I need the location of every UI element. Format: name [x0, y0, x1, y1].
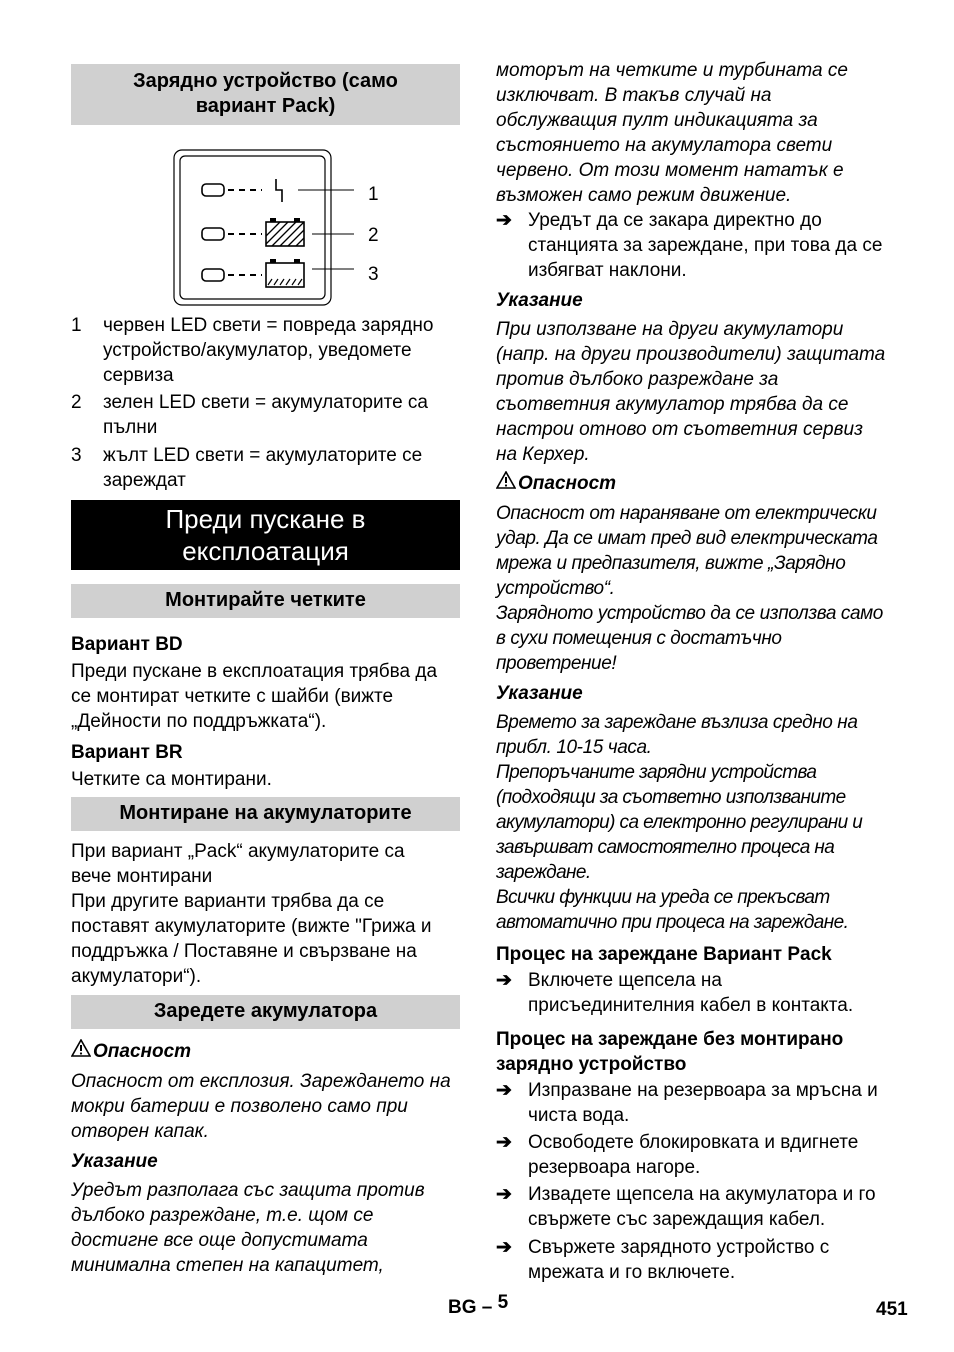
variant-bd-text: Преди пускане в експлоатация трябва да се монтират четките с шайби (вижте „Дейности по поддръжката“).	[71, 661, 438, 732]
main-section-title: Преди пускане в експлоатация	[165, 504, 366, 566]
page-footer-section	[448, 1292, 509, 1320]
callout-3: 3	[368, 264, 379, 285]
green-led-icon	[202, 228, 224, 240]
arrow-right-icon: ➔	[496, 1132, 512, 1153]
footer-dash: –	[481, 1297, 493, 1318]
note-label: Указание	[71, 1151, 158, 1172]
note2-recommended: Препоръчаните зарядни устройства (подходящи за съответно използваните акумулатори) са електронно регулирани и завършват самостоятелно процеса на зареждане.	[496, 762, 863, 883]
arrow-right-icon: ➔	[496, 210, 512, 231]
pack-charging-title: Процес на зареждане Вариант Pack	[496, 944, 832, 965]
callout-2: 2	[368, 225, 379, 246]
note-text: Уредът разполага със защита против дълбоко разреждане, т.е. щом се достигне все още допустимата минимална степен на капацитет,	[71, 1180, 425, 1276]
note1-label: Указание	[496, 290, 583, 311]
danger2-label: Опасност	[518, 473, 617, 494]
note2-label: Указание	[496, 683, 583, 704]
charge-section-header	[71, 995, 460, 1029]
battery-text-other: При другите варианти трябва да се поставят акумулаторите (вижте "Грижа и поддръжка / Поставяне и свързване на акумулатори“).	[71, 891, 432, 987]
battery-section-title: Монтиране на акумулаторите	[119, 802, 412, 824]
note2-charge-time: Времето за зареждане възлиза средно на прибл. 10-15 часа.	[496, 712, 858, 758]
arrow-right-icon: ➔	[496, 1080, 512, 1101]
variant-bd-title: Вариант BD	[71, 634, 183, 655]
charge-section-title: Заредете акумулатора	[153, 1000, 378, 1022]
list-number: 1	[71, 315, 82, 336]
warning-triangle-icon	[496, 471, 518, 496]
arrow-right-icon: ➔	[496, 1184, 512, 1205]
charger-section-header	[71, 64, 460, 125]
page-number: 451	[876, 1299, 908, 1320]
footer-section-page: 5	[497, 1292, 509, 1313]
charger-panel-diagram	[172, 148, 472, 308]
charger-section-title: Зарядно устройство (само вариант Pack)	[133, 70, 398, 117]
footer-section-code: BG	[448, 1297, 477, 1318]
brushes-section-title: Монтирайте четките	[165, 589, 366, 611]
instruction-text: Освободете блокировката и вдигнете резервоара нагоре.	[528, 1132, 859, 1178]
instruction-text: Извадете щепсела на акумулатора и го свържете със зареждащия кабел.	[528, 1184, 876, 1230]
continued-note-text: моторът на четките и турбината се изключват. В такъв случай на обслужващия пулт индикацията за състоянието на акумулатора свети червено. От този момент нататък е възможен само режим движение.	[496, 60, 848, 206]
danger-label: Опасност	[93, 1041, 192, 1062]
battery-text-pack: При вариант „Pack“ акумулаторите са вече монтирани	[71, 841, 405, 887]
list-text: червен LED свети = повреда зарядно устройство/акумулатор, уведомете сервиза	[103, 315, 434, 386]
list-number: 2	[71, 392, 82, 413]
charging-battery-icon	[266, 259, 304, 287]
instruction-text: Включете щепсела на присъединителния кабел в контакта.	[528, 970, 854, 1016]
nopack-charging-title: Процес на зареждане без монтирано зарядно устройство	[496, 1029, 844, 1075]
note1-text: При използване на други акумулатори (напр. на други производители) защитата против дълбоко разреждане за съответния акумулатор трябва да се настрои отново от съответния сервиз на Керхер.	[496, 319, 886, 465]
battery-section-header	[71, 797, 460, 831]
full-battery-icon	[266, 218, 304, 246]
note2-functions: Всички функции на уреда се прекъсват автоматично при процеса на зареждане.	[496, 887, 849, 933]
danger2-heading	[496, 471, 616, 496]
arrow-right-icon: ➔	[496, 970, 512, 991]
charger-panel-figure	[172, 148, 472, 308]
red-led-icon	[202, 184, 224, 196]
danger-text: Опасност от експлозия. Зареждането на мокри батерии е позволено само при отворен капак.	[71, 1071, 451, 1142]
danger2-text-dry-rooms: Зарядното устройство да се използва само в сухи помещения с достатъчно проветрение!	[496, 603, 883, 674]
instruction-text: Уредът да се закара директно до станцията за зареждане, при това да се избягват наклони.	[528, 210, 883, 281]
list-text: зелен LED свети = акумулаторите са пълни	[103, 392, 428, 438]
variant-br-text: Четките са монтирани.	[71, 769, 272, 790]
variant-br-title: Вариант BR	[71, 742, 183, 763]
list-text: жълт LED свети = акумулаторите се зареждат	[103, 445, 423, 491]
arrow-right-icon: ➔	[496, 1237, 512, 1258]
fault-lightning-icon	[276, 179, 282, 202]
danger-heading	[71, 1039, 191, 1064]
list-number: 3	[71, 445, 82, 466]
callout-1: 1	[368, 184, 379, 205]
yellow-led-icon	[202, 269, 224, 281]
main-section-header	[71, 500, 460, 570]
instruction-text: Изпразване на резервоара за мръсна и чиста вода.	[528, 1080, 878, 1126]
instruction-text: Свържете зарядното устройство с мрежата и го включете.	[528, 1237, 830, 1283]
warning-triangle-icon	[71, 1039, 93, 1064]
brushes-section-header	[71, 584, 460, 618]
danger2-text: Опасност от нараняване от електрически удар. Да се имат пред вид електрическата мрежа и предпазителя, вижте „Зарядно устройство“.	[496, 503, 878, 599]
